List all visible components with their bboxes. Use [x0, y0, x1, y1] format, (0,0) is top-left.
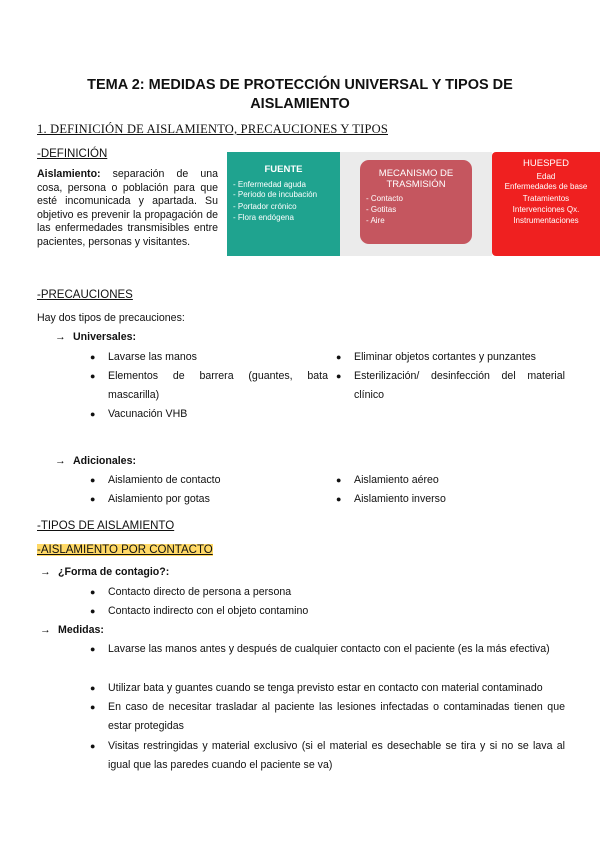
bullet-icon: ●	[90, 475, 96, 485]
list-item	[90, 698, 565, 736]
bullet-icon: ●	[90, 352, 96, 362]
bullet-icon: ●	[336, 494, 342, 504]
universales-label: Universales:	[73, 331, 137, 343]
list-item-text: Aislamiento de contacto	[108, 474, 221, 486]
medidas-heading	[40, 624, 104, 636]
bullet-icon: ●	[336, 371, 342, 381]
mecanismo-title: MECANISMO DE TRASMISIÓN	[378, 168, 454, 190]
list-item-text: Aislamiento por gotas	[108, 493, 210, 505]
adicionales-heading	[55, 455, 136, 467]
huesped-title: HUESPED	[523, 158, 569, 169]
list-item	[90, 348, 328, 367]
contacto-heading: -AISLAMIENTO POR CONTACTO	[37, 544, 213, 556]
bullet-icon: ●	[90, 702, 96, 712]
list-item	[90, 583, 565, 602]
huesped-box	[492, 152, 600, 256]
list-item	[336, 490, 565, 509]
huesped-item: Edad	[536, 172, 556, 181]
page-title	[0, 76, 600, 114]
medidas-label: Medidas:	[58, 624, 104, 636]
list-item-text: Eliminar objetos cortantes y punzantes	[354, 351, 536, 363]
tipos-heading: -TIPOS DE AISLAMIENTO	[37, 520, 175, 532]
title-line-1: TEMA 2: MEDIDAS DE PROTECCIÓN UNIVERSAL Y TIPOS DE	[87, 77, 513, 93]
fuente-item: - Enfermedad aguda	[233, 180, 306, 189]
arrow-icon: →	[40, 566, 51, 578]
list-item-text: Esterilización/ desinfección del material clínico	[354, 370, 565, 401]
definicion-term: Aislamiento:	[37, 168, 101, 180]
definicion-heading: -DEFINICIÓN	[37, 148, 108, 160]
list-item	[90, 679, 565, 698]
fuente-title: FUENTE	[264, 164, 303, 175]
fuente-item: - Flora endógena	[233, 213, 294, 222]
bullet-icon: ●	[90, 371, 96, 381]
list-item-text: Vacunación VHB	[108, 408, 188, 420]
fuente-box	[227, 152, 340, 256]
bullet-icon: ●	[90, 741, 96, 751]
bullet-icon: ●	[336, 475, 342, 485]
list-item-text: Lavarse las manos	[108, 351, 197, 363]
definicion-text	[37, 168, 218, 250]
bullet-icon: ●	[90, 683, 96, 693]
title-line-2: AISLAMIENTO	[250, 96, 350, 112]
universales-heading	[55, 331, 136, 343]
mecanismo-box	[360, 160, 472, 244]
definicion-body: separación de una cosa, persona o población para que esté incomunicada y apartada. Su objetivo es prevenir la propagación de las enfermedades transmisibles entre pacientes, personas y visitantes.	[37, 168, 218, 248]
forma-contagio-label: ¿Forma de contagio?:	[58, 566, 170, 578]
mecanismo-item: - Contacto	[366, 194, 403, 203]
list-item-text: Aislamiento aéreo	[354, 474, 439, 486]
list-item-text: Contacto directo de persona a persona	[108, 586, 292, 598]
list-item-text: Lavarse las manos antes y después de cualquier contacto con el paciente (es la más efectiva)	[108, 643, 550, 655]
list-item	[90, 640, 565, 659]
mecanismo-item: - Gotitas	[366, 205, 397, 214]
huesped-item: Tratamientos	[522, 194, 570, 203]
list-item-text: Utilizar bata y guantes cuando se tenga previsto estar en contacto con material contaminado	[108, 682, 543, 694]
adicionales-label: Adicionales:	[73, 455, 136, 467]
list-item	[90, 471, 328, 490]
arrow-icon: →	[55, 331, 66, 343]
list-item	[90, 490, 328, 509]
fuente-item: - Portador crónico	[233, 202, 297, 211]
list-item	[90, 405, 328, 424]
huesped-item: Enfermedades de base	[504, 182, 588, 191]
forma-contagio-heading	[40, 566, 169, 578]
list-item	[90, 367, 328, 405]
bullet-icon: ●	[336, 352, 342, 362]
bullet-icon: ●	[90, 409, 96, 419]
arrow-icon: →	[55, 455, 66, 467]
precauciones-heading: -PRECAUCIONES	[37, 289, 133, 301]
fuente-item: - Periodo de incubación	[233, 190, 318, 199]
section-heading: 1. DEFINICIÓN DE AISLAMIENTO, PRECAUCIONES Y TIPOS	[37, 122, 388, 136]
list-item-text: En caso de necesitar trasladar al paciente las lesiones infectadas o contaminadas tienen que estar protegidas	[108, 701, 565, 732]
huesped-item: Intervenciones Qx.	[512, 205, 580, 214]
precauciones-intro: Hay dos tipos de precauciones:	[37, 312, 185, 324]
list-item-text: Visitas restringidas y material exclusivo (si el material es desechable se tira y si no se lava al igual que las paredes cuando el paciente se va)	[108, 740, 565, 771]
huesped-item: Instrumentaciones	[513, 216, 579, 225]
bullet-icon: ●	[90, 587, 96, 597]
list-item	[90, 737, 565, 775]
arrow-icon: →	[40, 624, 51, 636]
mecanismo-item: - Aire	[366, 216, 385, 225]
list-item	[336, 348, 565, 367]
list-item	[336, 471, 565, 490]
list-item-text: Elementos de barrera (guantes, bata mascarilla)	[108, 370, 328, 401]
list-item	[336, 367, 565, 405]
bullet-icon: ●	[90, 644, 96, 654]
bullet-icon: ●	[90, 494, 96, 504]
list-item-text: Aislamiento inverso	[354, 493, 446, 505]
bullet-icon: ●	[90, 606, 96, 616]
list-item-text: Contacto indirecto con el objeto contamino	[108, 605, 309, 617]
list-item	[90, 602, 565, 621]
